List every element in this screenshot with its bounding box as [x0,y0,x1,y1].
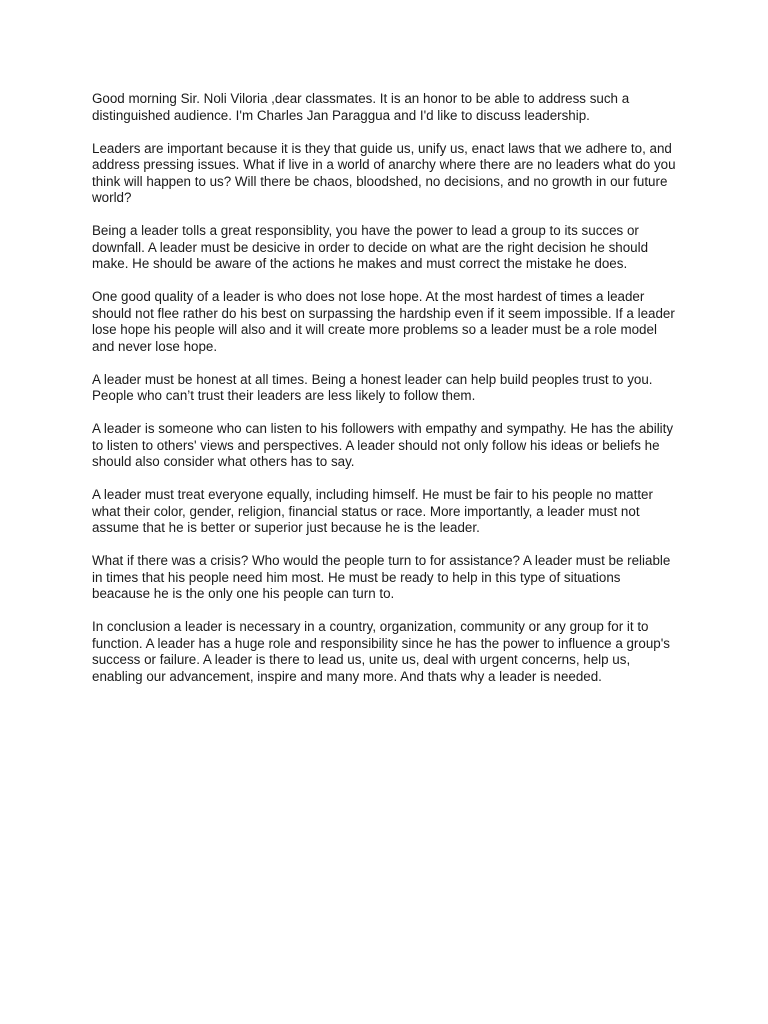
paragraph-listening: A leader is someone who can listen to his followers with empathy and sympathy. He has the ability to listen to others' views and perspectives. A leader should not only follow his ideas or beliefs he should also consider what others has to say. [92,421,674,469]
paragraph-equality: A leader must treat everyone equally, including himself. He must be fair to his people no matter what their color, gender, religion, financial status or race. More importantly, a leader must not assume that he is better or superior just because he is the leader. [92,487,653,535]
paragraph-responsibility: Being a leader tolls a great responsiblity, you have the power to lead a group to its succes or downfall. A leader must be desicive in order to decide on what are the right decision he should make. He should be aware of the actions he makes and must correct the mistake he does. [92,223,649,271]
paragraph-hope: One good quality of a leader is who does not lose hope. At the most hardest of times a leader should not flee rather do his best on surpassing the hardship even if it seem impossible. If a leader lose hope his people will also and it will create more problems so a leader must be a role model and never lose hope. [92,289,675,354]
paragraph-honesty: A leader must be honest at all times. Being a honest leader can help build peoples trust to you. People who can’t trust their leaders are less likely to follow them. [92,371,653,403]
paragraph-conclusion: In conclusion a leader is necessary in a country, organization, community or any group for it to function. A leader has a huge role and responsibility since he has the power to influence a group's success or failure. A leader is there to lead us, unite us, deal with urgent concerns, help us, enabling our advancement, inspire and many more. And thats why a leader is needed. [92,619,670,684]
paragraph-greeting: Good morning Sir. Noli Viloria ,dear classmates. It is an honor to be able to address such a distinguished audience. I'm Charles Jan Paraggua and I'd like to discuss leadership. [92,91,630,123]
paragraph-importance: Leaders are important because it is they that guide us, unify us, enact laws that we adhere to, and address pressing issues. What if live in a world of anarchy where there are no leaders what do you think will happen to us? Will there be chaos, bloodshed, no decisions, and no growth in our future world? [92,140,676,205]
speech-body [92,91,682,702]
paragraph-crisis: What if there was a crisis? Who would the people turn to for assistance? A leader must be reliable in times that his people need him most. He must be ready to help in this type of situations beacause he is the only one his people can turn to. [92,553,671,601]
